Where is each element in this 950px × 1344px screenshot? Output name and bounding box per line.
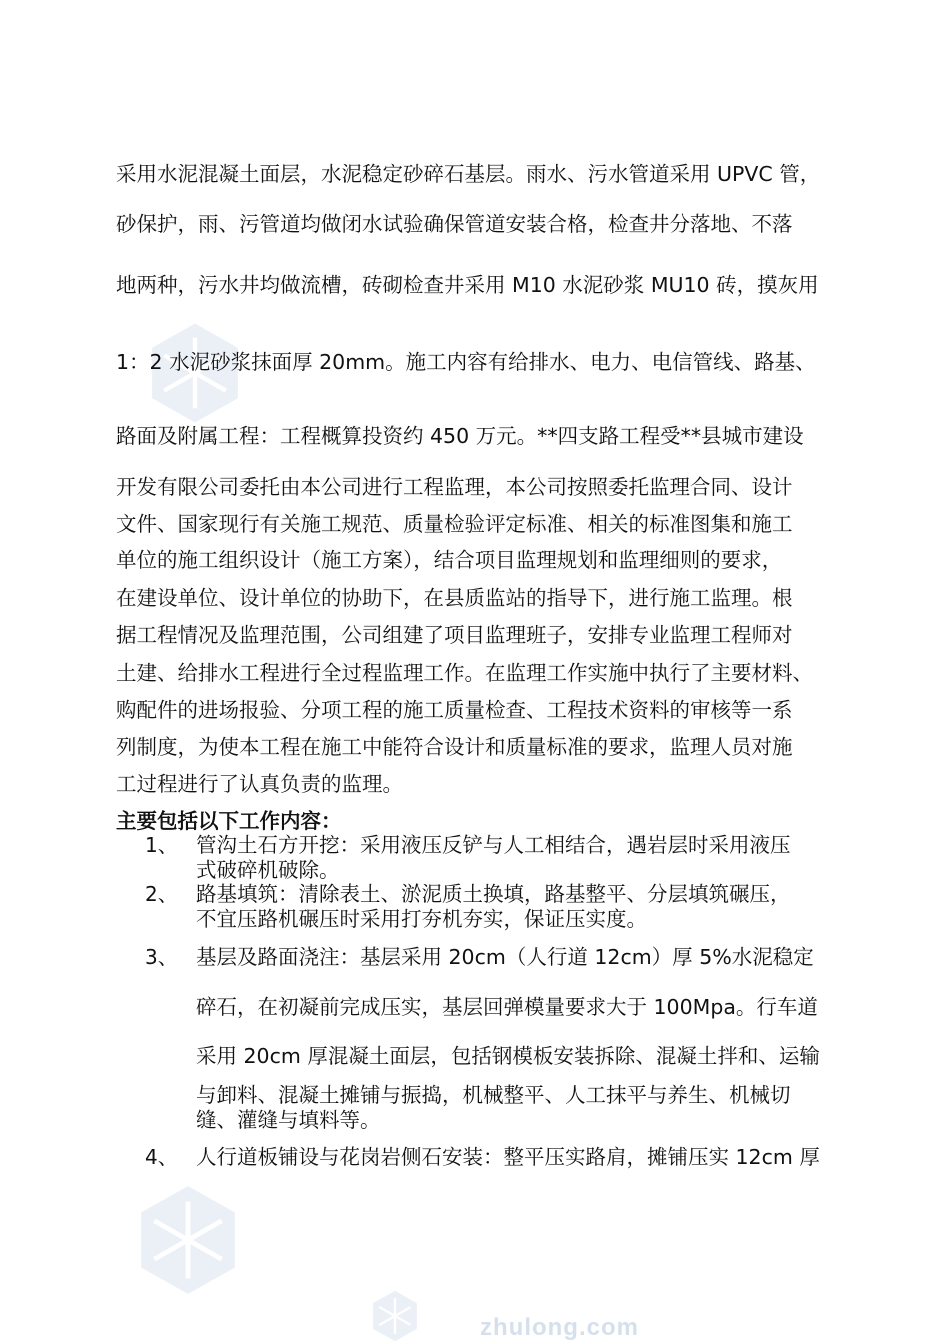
list-number: 2、	[145, 882, 178, 906]
list-number: 3、	[145, 945, 178, 969]
text-line: 单位的施工组织设计（施工方案），结合项目监理规划和监理细则的要求，	[116, 548, 783, 572]
text-line: 开发有限公司委托由本公司进行工程监理，本公司按照委托监理合同、设计	[116, 475, 793, 499]
text-line: 工过程进行了认真负责的监理。	[116, 772, 403, 796]
list-number: 4、	[145, 1145, 178, 1169]
text-line: 路面及附属工程：工程概算投资约 450 万元。**四支路工程受**县城市建设	[116, 424, 804, 448]
text-line: 土建、给排水工程进行全过程监理工作。在监理工作实施中执行了主要材料、	[116, 661, 813, 685]
list-item-line: 缝、灌缝与填料等。	[196, 1108, 381, 1132]
text-line: 地两种，污水井均做流槽，砖砌检查井采用 M10 水泥砂浆 MU10 砖，摸灰用	[116, 273, 819, 297]
snowflake-logo-icon	[360, 1288, 430, 1344]
list-item-line: 管沟土石方开挖：采用液压反铲与人工相结合，遇岩层时采用液压	[196, 833, 791, 857]
watermark-text: zhulong.com	[480, 1314, 639, 1341]
text-line: 购配件的进场报验、分项工程的施工质量检查、工程技术资料的审核等一系	[116, 698, 793, 722]
list-item-line: 碎石，在初凝前完成压实，基层回弹模量要求大于 100Mpa。行车道	[196, 995, 818, 1019]
list-item-line: 采用 20cm 厚混凝土面层，包括钢模板安装拆除、混凝土拌和、运输	[196, 1044, 820, 1068]
text-line: 据工程情况及监理范围，公司组建了项目监理班子，安排专业监理工程师对	[116, 623, 793, 647]
snowflake-logo-icon	[128, 1180, 248, 1300]
text-line: 采用水泥混凝土面层，水泥稳定砂碎石基层。雨水、污水管道采用 UPVC 管，	[116, 162, 821, 186]
list-item-line: 与卸料、混凝土摊铺与振捣，机械整平、人工抹平与养生、机械切	[196, 1083, 791, 1107]
list-item-line: 基层及路面浇注：基层采用 20cm（人行道 12cm）厚 5%水泥稳定	[196, 945, 814, 969]
text-line: 砂保护，雨、污管道均做闭水试验确保管道安装合格，检查井分落地、不落	[116, 212, 793, 236]
list-item-line: 路基填筑：清除表土、淤泥质土换填，路基整平、分层填筑碾压，	[196, 882, 791, 906]
text-line: 1：2 水泥砂浆抹面厚 20mm。施工内容有给排水、电力、电信管线、路基、	[116, 350, 816, 374]
text-line: 文件、国家现行有关施工规范、质量检验评定标准、相关的标准图集和施工	[116, 512, 793, 536]
list-item-line: 人行道板铺设与花岗岩侧石安装：整平压实路肩，摊铺压实 12cm 厚	[196, 1145, 820, 1169]
text-line: 在建设单位、设计单位的协助下，在县质监站的指导下，进行施工监理。根	[116, 586, 793, 610]
list-number: 1、	[145, 833, 178, 857]
list-item-line: 式破碎机破除。	[196, 858, 340, 882]
list-item-line: 不宜压路机碾压时采用打夯机夯实，保证压实度。	[196, 907, 647, 931]
section-heading: 主要包括以下工作内容：	[116, 809, 342, 833]
text-line: 列制度，为使本工程在施工中能符合设计和质量标准的要求，监理人员对施	[116, 735, 793, 759]
